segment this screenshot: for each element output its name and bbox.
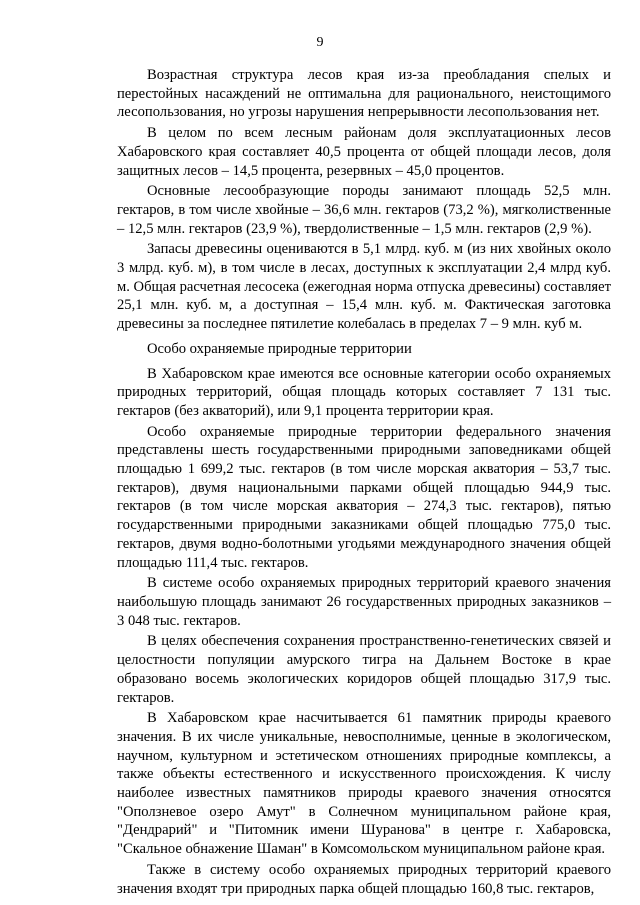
paragraph-tree-species: Основные лесообразующие породы занимают площадь 52,5 млн. гектаров, в том числе хвойные – 36,6 млн. гектаров (73,2 %), мягколиственные – 12,5 млн. гектаров (23,9 %), твердолиственные – 1,5 млн. гектаров (2,9 %). xyxy=(117,183,611,237)
page-number: 9 xyxy=(316,35,324,50)
paragraph-forest-share: В целом по всем лесным районам доля эксплуатационных лесов Хабаровского края составляет 40,5 процента от общей площади лесов, доля защитных лесов – 14,5 процента, резервных – 45,0 процентов. xyxy=(117,125,611,179)
paragraph-natural-monuments: В Хабаровском крае насчитывается 61 памятник природы краевого значения. В их числе уникальные, невосполнимые, ценные в экологическом, научном, культурном и эстетическом отношениях природные комплексы, а также объекты естественного и искусственного происхождения. К числу наиболее известных памятников природы краевого значения относятся "Оползневое озеро Амут" в Солнечном муниципальном районе края, "Дендрарий" и "Питомник имени Шуранова" в центре г. Хабаровска, "Скальное обнажение Шаман" в Комсомольском муниципальном районе края. xyxy=(117,710,611,858)
document-body xyxy=(117,66,611,900)
paragraph-natural-parks: Также в систему особо охраняемых природных территорий краевого значения входят три природных парка общей площадью 160,8 тыс. гектаров, xyxy=(117,861,611,897)
paragraph-federal-areas: Особо охраняемые природные территории федерального значения представлены шесть государственными природными заповедниками общей площадью 1 699,2 тыс. гектаров (в том числе морская акватория – 53,7 тыс. гектаров), двумя национальными парками общей площадью 944,9 тыс. гектаров (в том числе морская акватория – 274,3 тыс. гектаров), пятью государственными природными заказниками общей площадью 775,0 тыс. гектаров, двумя водно-болотными угодьями международного значения общей площадью 111,4 тыс. гектаров. xyxy=(117,423,611,571)
paragraph-regional-reserves: В системе особо охраняемых природных территорий краевого значения наибольшую площадь занимают 26 государственных природных заказников – 3 048 тыс. гектаров. xyxy=(117,575,611,629)
paragraph-protected-areas-total: В Хабаровском крае имеются все основные категории особо охраняемых природных территорий, общая площадь которых составляет 7 131 тыс. гектаров (без акваторий), или 9,1 процента территории края. xyxy=(117,365,611,419)
paragraph-age-structure: Возрастная структура лесов края из-за преобладания спелых и перестойных насаждений не оптимальна для рационального, неистощимого лесопользования, но угрозы нарушения непрерывности лесопользования нет. xyxy=(117,67,611,121)
paragraph-timber-reserves: Запасы древесины оцениваются в 5,1 млрд. куб. м (из них хвойных около 3 млрд. куб. м), в том числе в лесах, доступных к эксплуатации 2,4 млрд куб. м. Общая расчетная лесосека (ежегодная норма отпуска древесины) составляет 25,1 млн. куб. м, а доступная – 15,4 млн. куб. м. Фактическая заготовка древесины за последнее пятилетие колебалась в пределах 7 – 9 млн. куб м. xyxy=(117,241,611,333)
paragraph-tiger-corridors: В целях обеспечения сохранения пространственно-генетических связей и целостности популяции амурского тигра на Дальнем Востоке в крае образовано восемь экологических коридоров общей площадью 317,9 тыс. гектаров. xyxy=(117,633,611,706)
section-heading: Особо охраняемые природные территории xyxy=(147,340,412,357)
